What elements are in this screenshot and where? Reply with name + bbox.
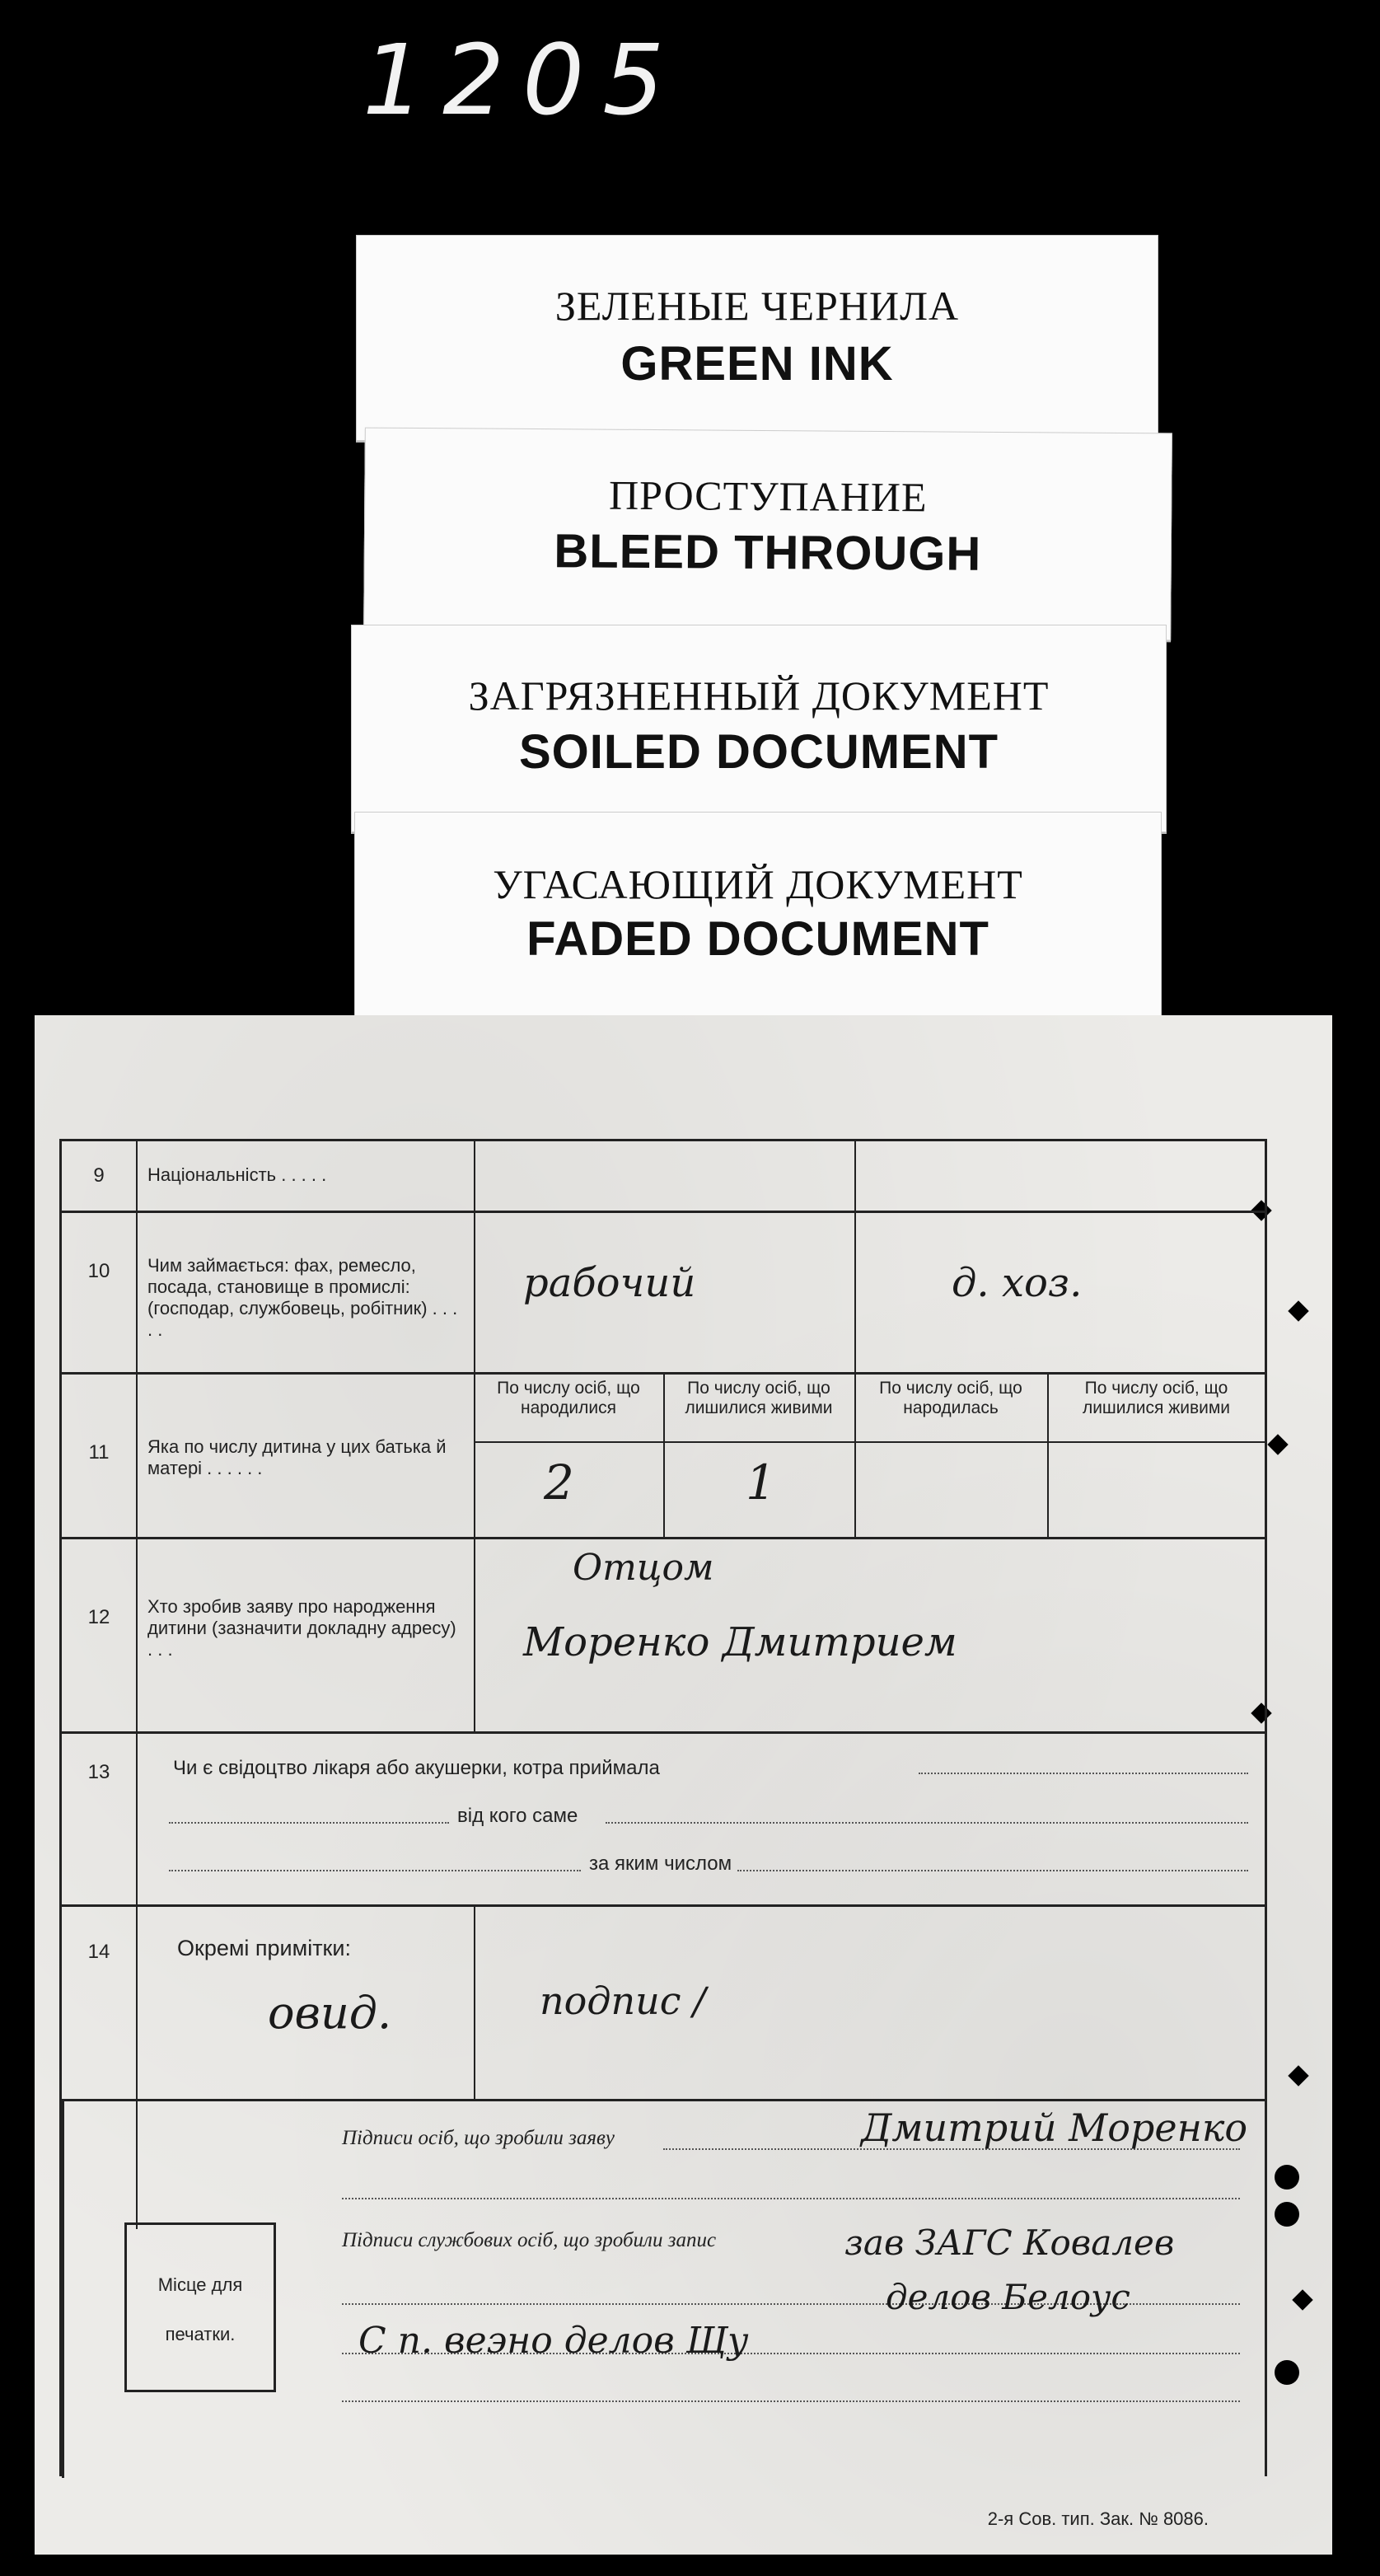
row-number: 12	[87, 1606, 110, 1628]
label-ru: ЗАГРЯЗНЕННЫЙ ДОКУМЕНТ	[468, 672, 1050, 719]
row-number: 10	[87, 1260, 110, 1282]
stamp-place-label: печатки.	[165, 2324, 236, 2344]
tear-mark	[1267, 1434, 1288, 1454]
faded-document-label	[354, 812, 1162, 1019]
fill-line	[169, 1822, 449, 1824]
handwritten-note-right: подпис /	[540, 1979, 706, 2023]
column-divider	[854, 1211, 856, 1372]
punch-hole	[1275, 2360, 1299, 2385]
column-divider	[1047, 1372, 1049, 1537]
row-label: Національність . . . . .	[147, 1164, 327, 1185]
document-sheet	[35, 1015, 1332, 2555]
label-ru: УГАСАЮЩИЙ ДОКУМЕНТ	[493, 861, 1023, 907]
column-divider	[474, 1372, 475, 1537]
column-divider	[474, 1904, 475, 2099]
handwritten-occupation-mother: д. хоз.	[952, 1260, 1083, 1306]
tear-mark	[1288, 1300, 1308, 1321]
row-declarant	[62, 1537, 1265, 1734]
officials-signature-label: Підписи службових осіб, що зробили запис	[342, 2229, 717, 2251]
soiled-document-label	[351, 625, 1167, 832]
registration-form	[59, 1139, 1267, 2476]
official-signature-3: С п. веэно делов Щу	[358, 2320, 749, 2362]
row-notes	[62, 1904, 1265, 2101]
tear-mark	[1288, 2065, 1308, 2086]
row-occupation	[62, 1211, 1265, 1375]
label-en: FADED DOCUMENT	[526, 912, 989, 966]
row-number: 14	[87, 1941, 110, 1963]
punch-hole	[1275, 2165, 1299, 2190]
row-label: Яка по числу дитина у цих батька й матері . . . . . .	[147, 1436, 447, 1478]
row-label: Хто зробив заяву про народження дитини (зазначити докладну адресу) . . .	[147, 1596, 456, 1660]
row-number: 9	[93, 1164, 105, 1187]
row-certificate	[62, 1731, 1265, 1907]
fill-line	[169, 1870, 581, 1871]
fill-line	[606, 1822, 1248, 1824]
row-child-order	[62, 1372, 1265, 1539]
handwritten-occupation: рабочий	[523, 1260, 696, 1306]
tear-mark	[1292, 2289, 1312, 2310]
signature-border-left	[62, 2099, 64, 2478]
official-signature-1: зав ЗАГС Ковалев	[844, 2222, 1175, 2263]
fill-line	[737, 1870, 1248, 1871]
row-label: від кого саме	[457, 1805, 578, 1827]
row-label: Чи є свідоцтво лікаря або акушерки, котра приймала	[173, 1757, 660, 1779]
column-divider	[474, 1537, 475, 1731]
column-divider	[854, 1372, 856, 1537]
col-header: По числу осіб, що народилися	[497, 1379, 640, 1417]
row-label: за яким числом	[589, 1852, 732, 1875]
label-ru: ЗЕЛЕНЫЕ ЧЕРНИЛА	[554, 283, 960, 329]
column-divider	[474, 1141, 475, 1211]
declarant-signature-label: Підписи осіб, що зробили заяву	[342, 2127, 615, 2149]
fill-line	[919, 1773, 1248, 1774]
punch-hole	[1275, 2202, 1299, 2227]
header-divider	[474, 1441, 1265, 1443]
signature-line	[342, 2400, 1240, 2402]
col-header: По числу осіб, що лишилися живими	[685, 1379, 833, 1417]
handwritten-alive-count: 1	[746, 1454, 776, 1510]
bleed-through-label	[363, 428, 1172, 641]
handwritten-note-left: овид.	[268, 1987, 392, 2039]
handwritten-declarant-relation: Отцом	[573, 1547, 714, 1589]
green-ink-label	[356, 235, 1158, 441]
col-header: По числу осіб, що лишилися живими	[1082, 1379, 1231, 1417]
label-en: GREEN INK	[620, 337, 894, 391]
handwritten-declarant-name: Моренко Дмитрием	[523, 1619, 957, 1665]
label-ru: ПРОСТУПАНИЕ	[608, 471, 928, 521]
label-en: SOILED DOCUMENT	[518, 725, 999, 779]
column-divider	[854, 1141, 856, 1211]
row-label: Чим займається: фах, ремесло, посада, становище в промислі: (господар, службовець, робітник) . . . . .	[147, 1255, 458, 1340]
col-header: По числу осіб, що народилась	[879, 1379, 1022, 1417]
stamp-place-box	[124, 2222, 276, 2392]
handwritten-born-count: 2	[544, 1454, 574, 1510]
declarant-signature: Дмитрий Моренко	[861, 2105, 1248, 2150]
row-nationality	[62, 1141, 1265, 1213]
row-number: 13	[87, 1761, 110, 1783]
printer-imprint: 2-я Сов. тип. Зак. № 8086.	[987, 2508, 1209, 2529]
stamp-place-label: Місце для	[157, 2274, 243, 2295]
signature-line	[342, 2198, 1240, 2199]
row-label: Окремі примітки:	[177, 1936, 351, 1960]
frame-number: 1205	[363, 23, 683, 137]
column-divider	[663, 1372, 665, 1537]
label-en: BLEED THROUGH	[554, 524, 982, 581]
official-signature-2: делов Белоус	[886, 2277, 1130, 2317]
column-divider	[474, 1211, 475, 1372]
row-number: 11	[88, 1441, 110, 1464]
